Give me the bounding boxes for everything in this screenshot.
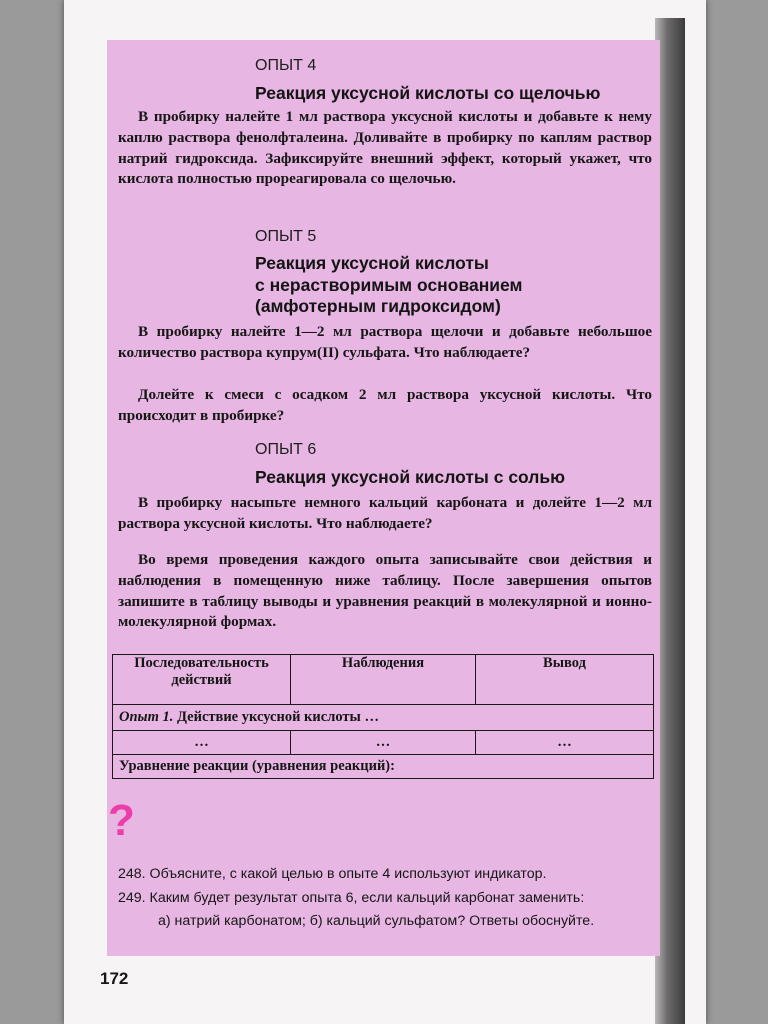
question-248: 248. Объясните, с какой целью в опыте 4 используют индикатор. xyxy=(118,866,547,882)
table-header-conclusion: Вывод xyxy=(476,655,654,705)
experiment-6-label: ОПЫТ 6 xyxy=(255,441,317,458)
experiment-5-title-line-2: с нерастворимым основанием xyxy=(255,274,523,295)
table-row-experiment-1 xyxy=(113,705,654,731)
experiment-6-text xyxy=(118,493,652,535)
table-cell-experiment-1 xyxy=(113,705,654,731)
experiment-5-label: ОПЫТ 5 xyxy=(255,228,317,245)
table-cell-dots-3: … xyxy=(476,731,654,755)
experiment-4-text xyxy=(118,107,652,190)
question-249-options: а) натрий карбонатом; б) кальций сульфатом? Ответы обоснуйте. xyxy=(158,913,595,929)
experiment-4-title: Реакция уксусной кислоты со щелочью xyxy=(255,83,601,103)
observation-table xyxy=(112,654,654,779)
experiment-4-label: ОПЫТ 4 xyxy=(255,57,317,74)
table-header-observations: Наблюдения xyxy=(291,655,476,705)
experiment-5-title xyxy=(255,253,522,318)
table-row-experiment-1-text: Действие уксусной кислоты … xyxy=(173,709,379,725)
experiment-5-title-line-1: Реакция уксусной кислоты xyxy=(255,253,489,273)
instructions-text xyxy=(118,550,652,633)
experiment-6-text-content: В пробирку насыпьте немного кальций карбоната и долейте 1—2 мл раствора уксусной кислоты. Что наблюдаете? xyxy=(118,494,652,532)
experiment-5-text-1-content: В пробирку налейте 1—2 мл раствора щелочи и добавьте небольшое количество раствора купрум(II) сульфата. Что наблюдаете? xyxy=(118,323,652,361)
table-row-experiment-1-prefix: Опыт 1. xyxy=(119,709,174,725)
question-mark-icon: ? xyxy=(108,796,135,845)
table-row-dots xyxy=(113,731,654,755)
experiment-5-title-line-3: (амфотерным гидроксидом) xyxy=(255,296,501,316)
table-header-actions: Последовательность действий xyxy=(113,655,291,705)
question-249: 249. Каким будет результат опыта 6, если кальций карбонат заменить: xyxy=(118,890,585,906)
table-cell-dots-1: … xyxy=(113,731,291,755)
instructions-text-content: Во время проведения каждого опыта записывайте свои действия и наблюдения в помещенную ниже таблицу. После завершения опытов запишите в таблицу выводы и уравнения реакций в молекулярной и ионно-молекулярной формах. xyxy=(118,551,652,631)
experiment-4-text-content: В пробирку налейте 1 мл раствора уксусной кислоты и добавьте к нему каплю раствора фенолфталеина. Доливайте в пробирку по каплям раствор натрий гидроксида. Зафиксируйте внешний эффект, который укажет, что кислота полностью прореагировала со щелочью. xyxy=(118,108,652,188)
experiment-5-text-2 xyxy=(118,385,652,427)
table-row-equation xyxy=(113,755,654,779)
table-header-row xyxy=(113,655,654,705)
page-number: 172 xyxy=(100,969,129,988)
experiment-5-text-2-content: Долейте к смеси с осадком 2 мл раствора уксусной кислоты. Что происходит в пробирке? xyxy=(118,386,652,424)
experiment-5-text-1 xyxy=(118,322,652,364)
experiment-6-title: Реакция уксусной кислоты с солью xyxy=(255,467,566,487)
table-cell-dots-2: … xyxy=(291,731,476,755)
table-cell-equation: Уравнение реакции (уравнения реакций): xyxy=(113,755,654,779)
